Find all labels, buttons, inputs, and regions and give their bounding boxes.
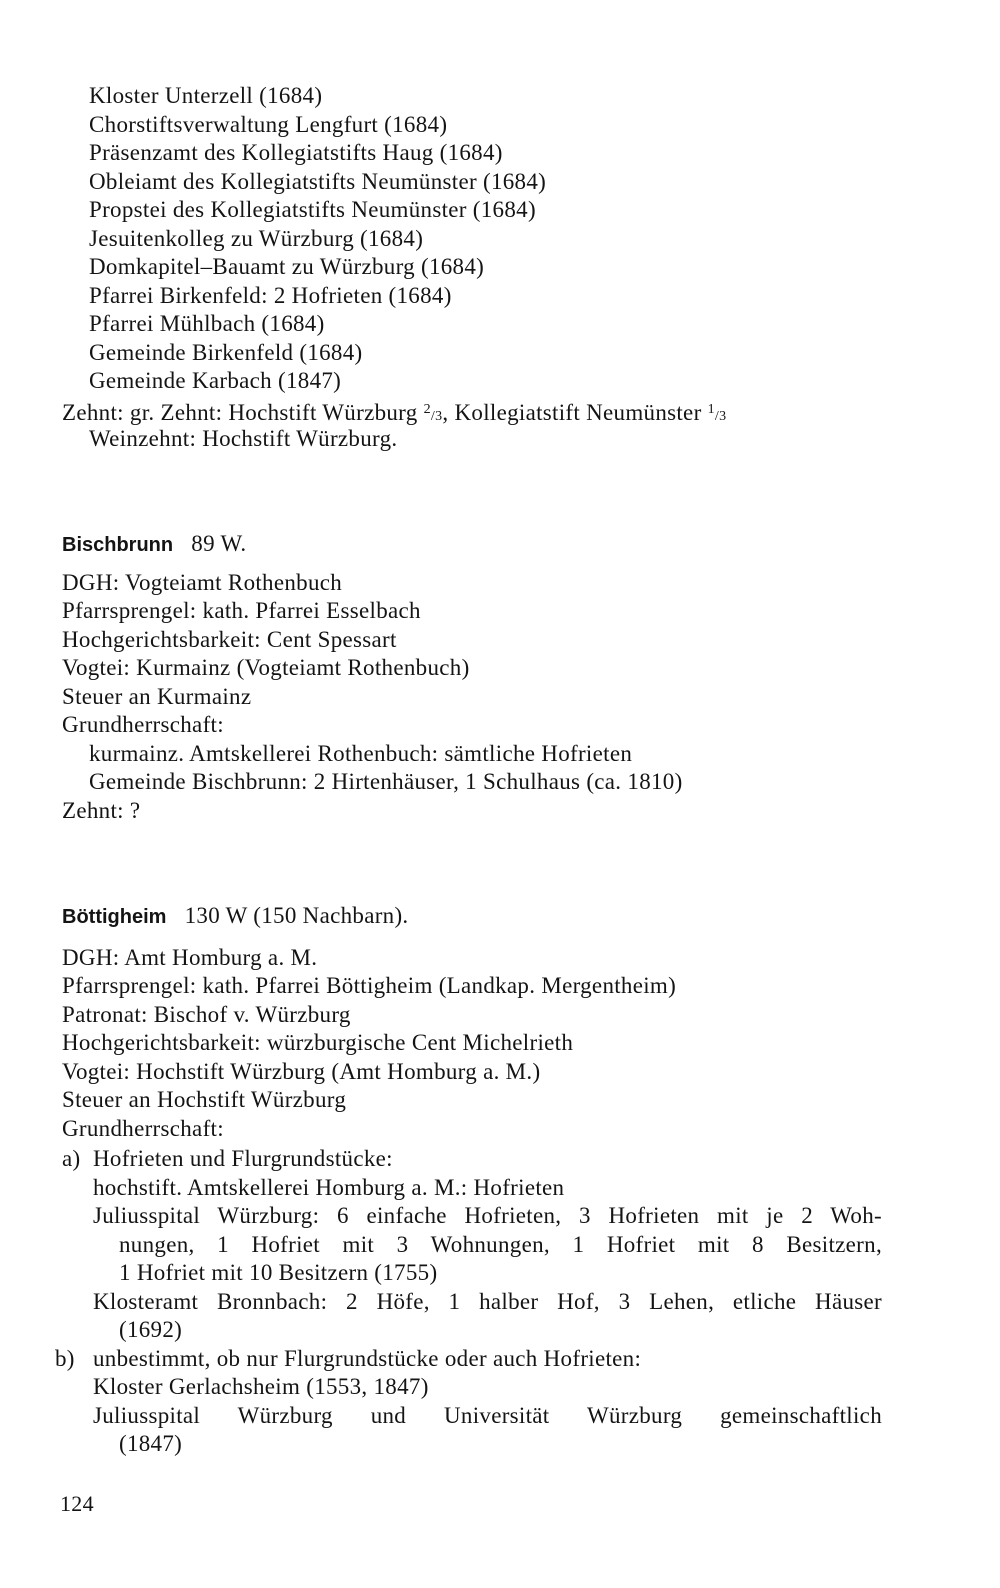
grundherr-entry: Gemeinde Karbach (1847) <box>89 368 342 393</box>
grundherr-entry-cont: nungen, 1 Hofriet mit 3 Wohnungen, 1 Hofriet mit 8 Besitzern, <box>119 1232 882 1257</box>
list-label: a) <box>62 1146 81 1171</box>
weinzehnt-line: Weinzehnt: Hochstift Würzburg. <box>89 426 398 451</box>
fraction-numerator: 2 <box>423 402 431 417</box>
grundherr-entry: Pfarrei Birkenfeld: 2 Hofrieten (1684) <box>89 283 452 308</box>
fraction-denominator: /3 <box>430 409 443 424</box>
grundherr-entry: Gemeinde Bischbrunn: 2 Hirtenhäuser, 1 Schulhaus (ca. 1810) <box>89 769 683 794</box>
info-line: Hochgerichtsbarkeit: Cent Spessart <box>62 627 397 652</box>
info-line: Steuer an Kurmainz <box>62 684 252 709</box>
grundherr-entry: hochstift. Amtskellerei Homburg a. M.: Hofrieten <box>93 1175 565 1200</box>
grundherr-entry: Domkapitel–Bauamt zu Würzburg (1684) <box>89 254 485 279</box>
info-line: Patronat: Bischof v. Würzburg <box>62 1002 351 1027</box>
info-line: Grundherrschaft: <box>62 712 224 737</box>
grundherr-entry: Jesuitenkolleg zu Würzburg (1684) <box>89 226 424 251</box>
zehnt-line: Zehnt: ? <box>62 798 141 823</box>
place-heading <box>62 530 246 559</box>
grundherr-entry: Kloster Unterzell (1684) <box>89 83 323 108</box>
grundherr-entry: Klosteramt Bronnbach: 2 Höfe, 1 halber Hof, 3 Lehen, etliche Häuser <box>93 1289 882 1314</box>
list-heading: Hofrieten und Flurgrundstücke: <box>93 1146 393 1171</box>
info-line: Pfarrsprengel: kath. Pfarrei Esselbach <box>62 598 421 623</box>
info-line: Vogtei: Kurmainz (Vogteiamt Rothenbuch) <box>62 655 470 680</box>
grundherr-entry: Pfarrei Mühlbach (1684) <box>89 311 325 336</box>
list-label: b) <box>55 1346 75 1371</box>
info-line: DGH: Amt Homburg a. M. <box>62 945 318 970</box>
grundherr-entry: Präsenzamt des Kollegiatstifts Haug (1684) <box>89 140 503 165</box>
grundherr-entry: Gemeinde Birkenfeld (1684) <box>89 340 363 365</box>
grundherr-entry: Chorstiftsverwaltung Lengfurt (1684) <box>89 112 448 137</box>
grundherr-entry-cont: 1 Hofriet mit 10 Besitzern (1755) <box>119 1260 438 1285</box>
fraction-denominator: /3 <box>714 409 727 424</box>
grundherr-entry: Obleiamt des Kollegiatstifts Neumünster (1684) <box>89 169 547 194</box>
grundherr-entry: kurmainz. Amtskellerei Rothenbuch: sämtliche Hofrieten <box>89 741 633 766</box>
list-heading: unbestimmt, ob nur Flurgrundstücke oder auch Hofrieten: <box>93 1346 642 1371</box>
info-line: Grundherrschaft: <box>62 1116 224 1141</box>
fraction-numerator: 1 <box>707 402 715 417</box>
info-line: DGH: Vogteiamt Rothenbuch <box>62 570 343 595</box>
grundherr-entry-cont: (1847) <box>119 1431 183 1456</box>
grundherr-entry: Juliusspital Würzburg und Universität Würzburg gemeinschaftlich <box>93 1403 882 1428</box>
info-line: Vogtei: Hochstift Würzburg (Amt Homburg a. M.) <box>62 1059 541 1084</box>
grundherr-entry: Kloster Gerlachsheim (1553, 1847) <box>93 1374 429 1399</box>
info-line: Pfarrsprengel: kath. Pfarrei Böttigheim (Landkap. Mergentheim) <box>62 973 677 998</box>
place-name: Böttigheim <box>62 906 167 928</box>
info-line: Hochgerichtsbarkeit: würzburgische Cent Michelrieth <box>62 1030 574 1055</box>
place-count: 89 W. <box>191 531 247 556</box>
page-number: 124 <box>60 1491 94 1516</box>
info-line: Steuer an Hochstift Würzburg <box>62 1087 347 1112</box>
zehnt-prefix: Zehnt: gr. Zehnt: Hochstift Würzburg <box>62 400 424 425</box>
place-count: 130 W (150 Nachbarn). <box>184 903 409 928</box>
grundherr-entry: Juliusspital Würzburg: 6 einfache Hofrieten, 3 Hofrieten mit je 2 Woh- <box>93 1203 882 1228</box>
place-name: Bischbrunn <box>62 534 174 556</box>
grundherr-entry-cont: (1692) <box>119 1317 183 1342</box>
grundherr-entry: Propstei des Kollegiatstifts Neumünster (1684) <box>89 197 536 222</box>
zehnt-middle: , Kollegiatstift Neumünster <box>442 400 708 425</box>
place-heading <box>62 902 408 931</box>
